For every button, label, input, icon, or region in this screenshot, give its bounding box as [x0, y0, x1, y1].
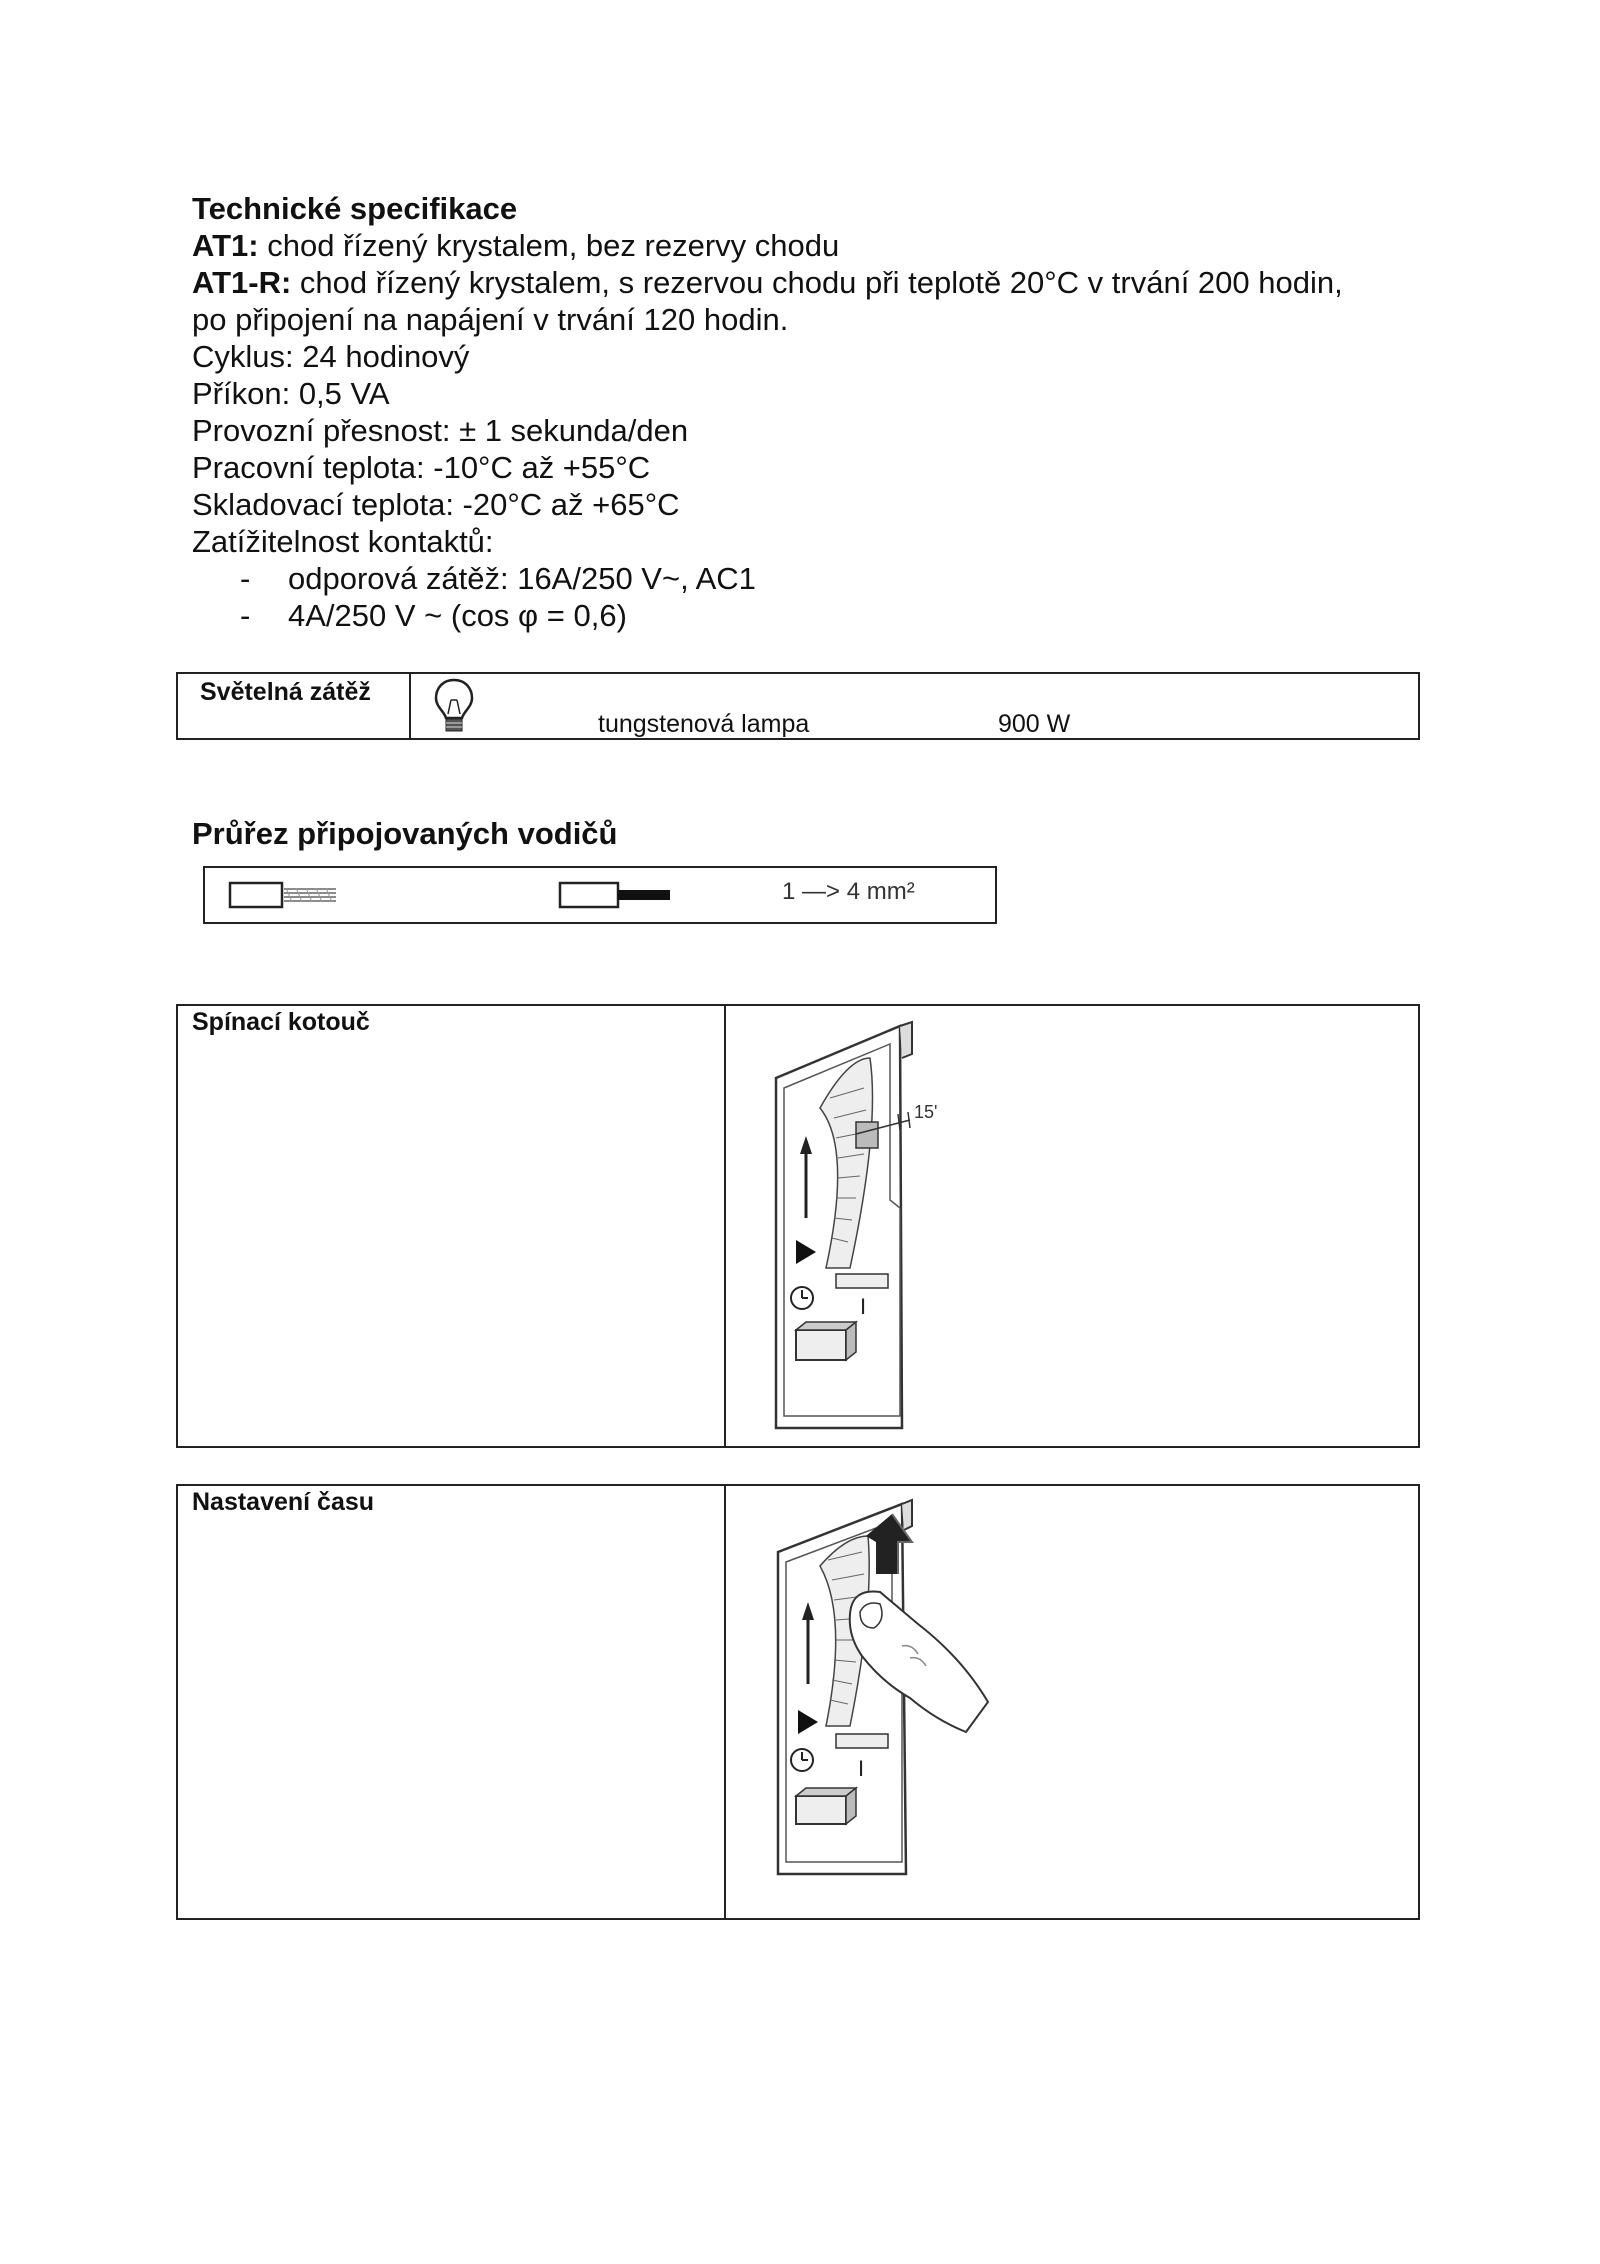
spec-contacts: Zatížitelnost kontaktů:: [192, 524, 494, 559]
wire-range: 1 —> 4 mm²: [782, 878, 915, 905]
spec-storage-temp: Skladovací teplota: -20°C až +65°C: [192, 487, 680, 522]
spec-at1r: [192, 264, 1343, 301]
time-setting-label: Nastavení času: [192, 1488, 375, 1516]
technical-specs: [192, 190, 1343, 634]
scale-mark: 15': [914, 1102, 938, 1122]
lamp-power: 900 W: [998, 710, 1071, 738]
spec-at1r-text: chod řízený krystalem, s rezervou chodu při teplotě 20°C v trvání 200 hodin,: [291, 265, 1343, 300]
dial-illustration: [760, 1018, 1000, 1443]
spec-at1r-cont: po připojení na napájení v trvání 120 hodin.: [192, 302, 789, 337]
spec-at1-text: chod řízený krystalem, bez rezervy chodu: [258, 228, 840, 263]
spec-at1-label: AT1:: [192, 228, 259, 263]
specs-title: Technické specifikace: [192, 191, 518, 226]
lamp-type: tungstenová lampa: [598, 710, 810, 738]
time-setting-illustration: [762, 1496, 1022, 1911]
spec-cycle: Cyklus: 24 hodinový: [192, 339, 470, 374]
spec-accuracy: Provozní přesnost: ± 1 sekunda/den: [192, 413, 689, 448]
spec-work-temp: Pracovní teplota: -10°C až +55°C: [192, 450, 651, 485]
switch-mark: I: [860, 1294, 867, 1319]
dial-label: Spínací kotouč: [192, 1008, 370, 1036]
contact-item-text: odporová zátěž: 16A/250 V~, AC1: [288, 561, 756, 596]
contact-item-text: 4A/250 V ~ (cos φ = 0,6): [288, 598, 627, 633]
spec-at1: [192, 227, 1343, 264]
light-bulb-icon: [434, 678, 474, 741]
table-divider: [409, 672, 411, 740]
wire-section-title: Průřez připojovaných vodičů: [192, 816, 618, 851]
spec-at1r-label: AT1-R:: [192, 265, 292, 300]
switch-mark: I: [858, 1756, 865, 1781]
stranded-wire-icon: [228, 880, 340, 915]
contact-item: [192, 560, 1343, 597]
list-dash: -: [240, 598, 251, 633]
contact-item: [192, 597, 1343, 634]
list-dash: -: [240, 561, 251, 596]
table-divider: [724, 1484, 726, 1920]
solid-wire-icon: [558, 880, 670, 915]
spec-power: Příkon: 0,5 VA: [192, 376, 390, 411]
light-load-label: Světelná zátěž: [200, 678, 371, 706]
table-divider: [724, 1004, 726, 1448]
